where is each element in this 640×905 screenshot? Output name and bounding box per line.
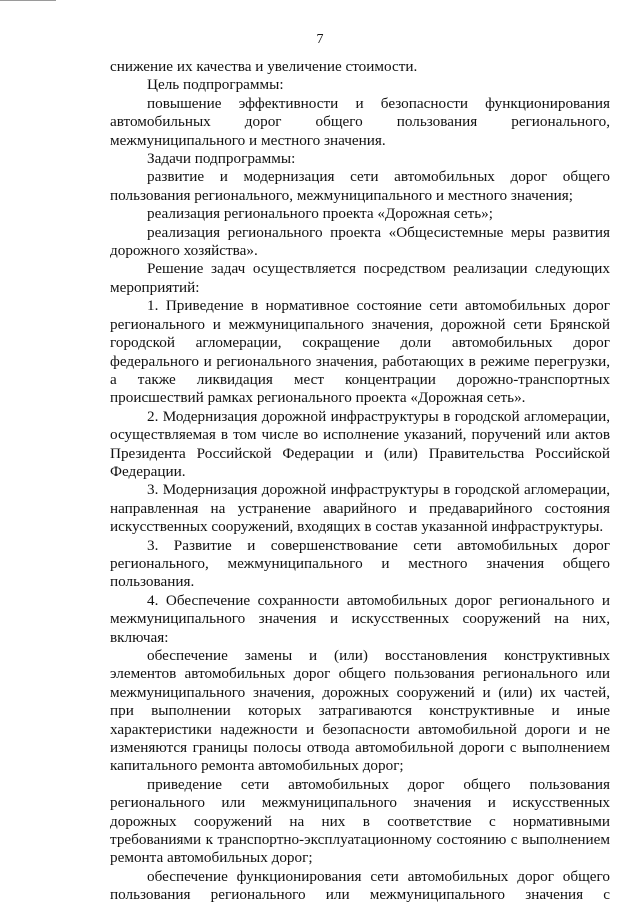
paragraph: 3. Развитие и совершенствование сети автомобильных дорог регионального, межмуниципального и местного значения общего пользования. xyxy=(110,536,610,591)
paragraph: приведение сети автомобильных дорог общего пользования регионального или межмуниципального значения и искусственных дорожных сооружений на них в соответствие с нормативными требованиями к транспортно-эксплуатационному состоянию с выполнением ремонта автомобильных дорог; xyxy=(110,775,610,867)
document-body xyxy=(110,58,610,905)
paragraph: реализация регионального проекта «Дорожная сеть»; xyxy=(147,205,493,223)
page-number: 7 xyxy=(316,32,324,47)
paragraph: 1. Приведение в нормативное состояние сети автомобильных дорог регионального и межмуниципального значения, дорожной сети Брянской городской агломерации, сокращение доли автомобильных дорог федерального и регионального значения, работающих в режиме перегрузки, а также ликвидация мест концентрации дорожно-транспортных происшествий рамках регионального проекта «Дорожная сеть». xyxy=(110,297,610,407)
paragraph: обеспечение функционирования сети автомобильных дорог общего пользования регионального или межмуниципального значения с xyxy=(110,867,610,904)
top-edge-line xyxy=(0,0,56,1)
paragraph: обеспечение замены и (или) восстановления конструктивных элементов автомобильных дорог общего пользования регионального или межмуниципального значения, дорожных сооружений и (или) их частей, при выполнении которых затрагиваются конструктивные и иные характеристики надежности и безопасности автомобильной дороги и не изменяются границы полосы отвода автомобильной дороги с выполнением капитального ремонта автомобильных дорог; xyxy=(110,647,610,775)
paragraph: Решение задач осуществляется посредством реализации следующих мероприятий: xyxy=(110,260,610,296)
paragraph: снижение их качества и увеличение стоимости. xyxy=(110,58,418,75)
paragraph: 3. Модернизация дорожной инфраструктуры в городской агломерации, направленная на устранение аварийного и предаварийного состояния искусственных сооружений, входящих в состав указанной инфраструктуры. xyxy=(110,481,610,536)
paragraph: 4. Обеспечение сохранности автомобильных дорог регионального и межмуниципального значения и искусственных сооружений на них, включая: xyxy=(110,591,610,646)
paragraph: повышение эффективности и безопасности функционирования автомобильных дорог общего пользования регионального, межмуниципального и местного значения. xyxy=(110,94,610,149)
paragraph: 2. Модернизация дорожной инфраструктуры в городской агломерации, осуществляемая в том числе во исполнение указаний, поручений или актов Президента Российской Федерации и (или) Правительства Российской Федерации. xyxy=(110,407,610,480)
paragraph: Цель подпрограммы: xyxy=(147,76,284,94)
paragraph: Задачи подпрограммы: xyxy=(147,150,296,168)
paragraph: развитие и модернизация сети автомобильных дорог общего пользования регионального, межмуниципального и местного значения; xyxy=(110,168,610,204)
paragraph: реализация регионального проекта «Общесистемные меры развития дорожного хозяйства». xyxy=(110,223,610,260)
